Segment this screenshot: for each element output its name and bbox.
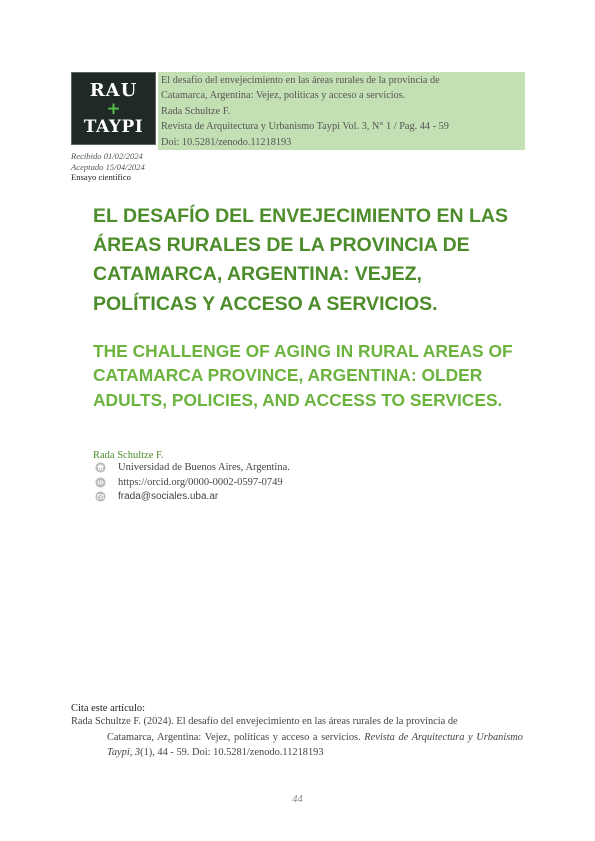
citation-line-1: Rada Schultze F. (2024). El desafío del envejecimiento en las áreas rurales de la provincia de [71,716,458,727]
article-header-box [158,72,525,150]
svg-text:iD: iD [97,480,104,487]
header-line-title-1: El desafío del envejecimiento en las áreas rurales de la provincia de [161,75,440,86]
header-line-journal: Revista de Arquitectura y Urbanismo Taypi Vol. 3, N° 1 / Pag. 44 - 59 [161,121,449,133]
accepted-date: Aceptado 15/04/2024 [71,161,145,172]
received-date: Recibido 01/02/2024 [71,151,143,161]
orcid-row [95,477,283,488]
header-line-author: Rada Schultze F. [161,105,231,117]
page-number: 44 [292,794,303,805]
author-affiliation: Universidad de Buenos Aires, Argentina. [118,462,290,473]
article-type: Ensayo científico [71,172,131,182]
citation-continuation [71,730,523,761]
citation-journal: Revista de Arquitectura y Urbanismo Taypi, 3 [107,731,524,758]
title-english: THE CHALLENGE OF AGING IN RURAL AREAS OF CATAMARCA PROVINCE, ARGENTINA: OLDER ADULTS, POLICIES, AND ACCESS TO SERVICES. [93,341,513,410]
affiliation-row [95,462,290,473]
citation-part-2: Catamarca, Argentina: Vejez, políticas y acceso a servicios. [107,731,365,743]
author-name: Rada Schultze F. [93,450,164,461]
header-line-title-2: Catamarca, Argentina: Vejez, políticas y acceso a servicios. [161,90,406,102]
author-orcid-link[interactable]: https://orcid.org/0000-0002-0597-0749 [118,477,283,488]
email-icon [95,491,106,502]
logo-line-taypi: TAYPI [83,116,144,137]
title-spanish: EL DESAFÍO DEL ENVEJECIMIENTO EN LAS ÁREAS RURALES DE LA PROVINCIA DE CATAMARCA, ARGENTINA: VEJEZ, POLÍTICAS Y ACCESO A SERVICIOS. [93,205,508,315]
logo-line-rau: RAU [89,79,138,101]
header-line-doi: Doi: 10.5281/zenodo.11218193 [161,136,292,148]
author-email-link[interactable]: frada@sociales.uba.ar [118,491,219,502]
journal-logo [71,72,156,145]
email-row [95,491,218,502]
article-dates [71,151,145,183]
orcid-icon [95,477,106,488]
institution-icon [95,462,106,473]
logo-plus: + [106,98,121,119]
citation-text [71,714,523,761]
citation-heading: Cita este artículo: [71,703,146,714]
citation-part-3: (1), 44 - 59. Doi: 10.5281/zenodo.11218193 [140,747,324,758]
